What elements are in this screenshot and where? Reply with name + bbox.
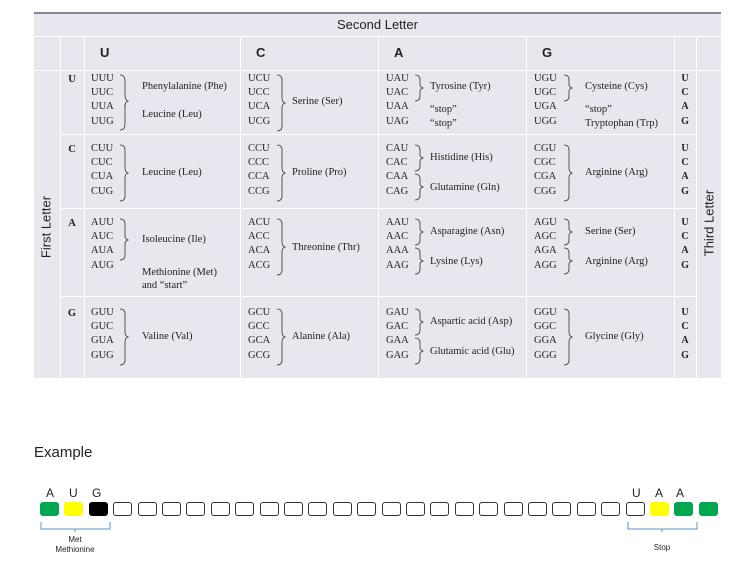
brace-icon [414,173,424,201]
codon: UGU [534,73,557,84]
codon: CCC [248,157,270,169]
codon: UCU [248,73,271,84]
codon: GGA [534,335,557,347]
first-letter-c: C [68,144,76,155]
codon: GAG [386,349,409,361]
codon: GUU [91,307,114,318]
third-letter: U [681,73,689,84]
third-letters [675,72,695,129]
codon: GCC [248,321,270,333]
brace-icon [119,308,129,366]
amino-asn: Asparagine (Asn) [430,226,505,237]
codon: UAG [386,115,409,127]
codon: GAU [386,307,409,318]
third-letter: C [681,231,689,243]
brace-icon [563,308,573,366]
empty-codon-box [235,502,254,516]
first-letter-g: G [67,308,77,319]
codon: CUC [91,157,113,169]
first-letter-u: U [68,74,76,85]
brace-icon [276,308,286,366]
brace-icon [414,308,424,336]
third-letter: U [681,307,689,318]
methionine-label: Methionine [55,545,95,554]
codon: ACU [248,217,271,228]
amino-glu: Glutamic acid (Glu) [430,346,515,357]
amino-arg: Arginine (Arg) [585,167,648,178]
brace-icon [414,218,424,246]
codon: AUC [91,231,114,243]
codon-group-cu [91,142,113,199]
third-letter: C [681,87,689,99]
filled-codon-box [40,502,59,516]
amino-met: Methionine (Met) [142,267,217,278]
column-header-c: C [256,45,266,60]
codon: AAA [386,245,409,257]
empty-codon-box [260,502,279,516]
codon-group-gg [534,306,557,363]
amino-stop: “stop” [585,104,612,115]
empty-codon-box [138,502,157,516]
amino-stop: “stop” [430,104,457,115]
start-letter: G [92,486,102,500]
amino-val: Valine (Val) [142,331,193,342]
codon: CUG [91,185,114,197]
column-header-u: U [100,45,110,60]
grid-line [240,36,241,378]
codon: AGU [534,217,557,228]
codon: CAA [386,171,409,183]
grid-line [60,36,61,378]
empty-codon-box [308,502,327,516]
stop-letter: U [632,486,641,500]
codon: GUA [91,335,114,347]
amino-phe: Phenylalanine (Phe) [142,81,227,92]
empty-codon-box [113,502,132,516]
codon: GUG [91,349,114,361]
empty-codon-box [455,502,474,516]
stop-bracket-icon [627,521,699,533]
brace-icon [414,74,424,102]
codon: GGU [534,307,557,318]
codon: CAU [386,143,409,154]
codon: GGC [534,321,557,333]
grid-line [84,36,85,378]
codon: UCA [248,101,271,113]
amino-lys: Lysine (Lys) [430,256,483,267]
codon: CGG [534,185,557,197]
amino-leu: Leucine (Leu) [142,109,202,120]
third-letter: G [681,259,689,271]
third-letter: U [681,217,689,228]
third-letter-label: Third Letter [701,189,717,257]
brace-icon [563,218,573,246]
brace-icon [276,74,286,132]
empty-codon-box [284,502,303,516]
grid-line [526,36,527,378]
amino-arg: Arginine (Arg) [585,256,648,267]
amino-gln: Glutamine (Gln) [430,182,500,193]
codon-group-aa [386,216,409,273]
third-letter: G [681,185,689,197]
codon: AGA [534,245,557,257]
codon: UUA [91,101,114,113]
codon: GCA [248,335,271,347]
codon: AAU [386,217,409,228]
amino-trp: Tryptophan (Trp) [585,118,659,129]
codon: UUU [91,73,114,84]
codon: UCC [248,87,270,99]
third-letter: C [681,321,689,333]
codon: GUC [91,321,114,333]
empty-codon-box [601,502,620,516]
codon-group-ua [386,72,409,129]
filled-codon-box [89,502,108,516]
brace-icon [119,144,129,202]
amino-pro: Proline (Pro) [292,167,347,178]
filled-codon-box [650,502,669,516]
empty-codon-box [382,502,401,516]
third-letters [675,142,695,199]
codon: CGC [534,157,556,169]
brace-icon [563,247,573,275]
brace-icon [414,337,424,365]
codon: CGU [534,143,557,154]
filled-codon-box [674,502,693,516]
codon-group-gc [248,306,270,363]
codon: CAC [386,157,408,169]
codon: GGG [534,349,557,361]
start-letter: U [69,486,78,500]
codon: AUU [91,217,114,228]
codon: UGA [534,101,557,113]
third-letter: G [681,349,689,361]
start-bracket-icon [40,521,112,533]
brace-icon [119,104,129,132]
brace-icon [276,218,286,276]
amino-ala: Alanine (Ala) [292,331,351,342]
filled-codon-box [64,502,83,516]
empty-codon-box [186,502,205,516]
codon-group-gu [91,306,114,363]
codon: GAA [386,335,409,347]
codon: CUU [91,143,114,154]
empty-codon-box [552,502,571,516]
first-letter-label: First Letter [38,195,54,259]
codon-group-ag [534,216,557,273]
amino-ser: Serine (Ser) [585,226,636,237]
codon-group-cc [248,142,270,199]
brace-icon [276,144,286,202]
codon: AGG [534,259,557,271]
codon: CGA [534,171,557,183]
brace-icon [563,74,573,102]
second-letter-header: Second Letter [337,17,418,32]
first-letter-a: A [68,218,76,229]
codon: UUC [91,87,114,99]
stop-label: Stop [653,543,671,552]
grid-line [378,36,379,378]
codon: GCU [248,307,271,318]
codon: CCU [248,143,270,154]
codon: ACG [248,259,271,271]
amino-his: Histidine (His) [430,152,493,163]
empty-codon-box [333,502,352,516]
third-letter: A [681,171,689,183]
codon-group-cg [534,142,556,199]
codon-group-au [91,216,114,273]
empty-codon-box [577,502,596,516]
column-header-a: A [394,45,404,60]
codon: UAC [386,87,409,99]
empty-codon-box [430,502,449,516]
codon-group-uu [91,72,114,129]
empty-codon-box [357,502,376,516]
grid-line [696,36,697,378]
amino-cys: Cysteine (Cys) [585,81,648,92]
empty-codon-box [479,502,498,516]
amino-asp: Aspartic acid (Asp) [430,316,513,327]
codon-group-ac [248,216,270,273]
codon: AUG [91,259,114,271]
amino-thr: Threonine (Thr) [292,242,360,253]
codon-group-ug [534,72,557,129]
codon: GCG [248,349,271,361]
codon: AAG [386,259,409,271]
column-header-g: G [542,45,553,60]
codon-group-ca [386,142,408,199]
amino-leu: Leucine (Leu) [142,167,202,178]
codon: AGC [534,231,557,243]
codon: ACA [248,245,271,257]
amino-ser: Serine (Ser) [292,96,343,107]
third-letter: C [681,157,689,169]
empty-codon-box [211,502,230,516]
codon: ACC [248,231,270,243]
example-title: Example [34,444,93,461]
amino-stop: “stop” [430,118,457,129]
third-letter: A [681,245,689,257]
genetic-code-table [34,12,721,378]
codon-group-ga [386,306,409,363]
amino-gly: Glycine (Gly) [585,331,644,342]
brace-icon [119,218,129,262]
third-letters [675,306,695,363]
codon: AUA [91,245,114,257]
empty-codon-box [528,502,547,516]
third-letter: G [681,115,689,127]
third-letter: A [681,335,689,347]
codon: GAC [386,321,409,333]
empty-codon-box [626,502,645,516]
amino-ile: Isoleucine (Ile) [142,234,206,245]
codon: UAU [386,73,409,84]
codon: CUA [91,171,114,183]
third-letter: A [681,101,689,113]
start-letter: A [46,486,55,500]
codon: AAC [386,231,409,243]
codon: UAA [386,101,409,113]
brace-icon [563,144,573,202]
codon: UUG [91,115,114,127]
codon-group-uc [248,72,270,129]
brace-icon [414,144,424,172]
amino-start: and “start” [142,280,188,291]
third-letters [675,216,695,273]
brace-icon [414,247,424,275]
codon: CAG [386,185,409,197]
third-letter: U [681,143,689,154]
empty-codon-box [504,502,523,516]
codon: CCA [248,171,270,183]
empty-codon-box [162,502,181,516]
met-label: Met [68,535,82,544]
stop-letter: A [655,486,664,500]
codon: UGC [534,87,557,99]
codon: UCG [248,115,271,127]
empty-codon-box [406,502,425,516]
codon: CCG [248,185,270,197]
codon: UGG [534,115,557,127]
stop-letter: A [676,486,685,500]
filled-codon-box [699,502,718,516]
amino-tyr: Tyrosine (Tyr) [430,81,491,92]
